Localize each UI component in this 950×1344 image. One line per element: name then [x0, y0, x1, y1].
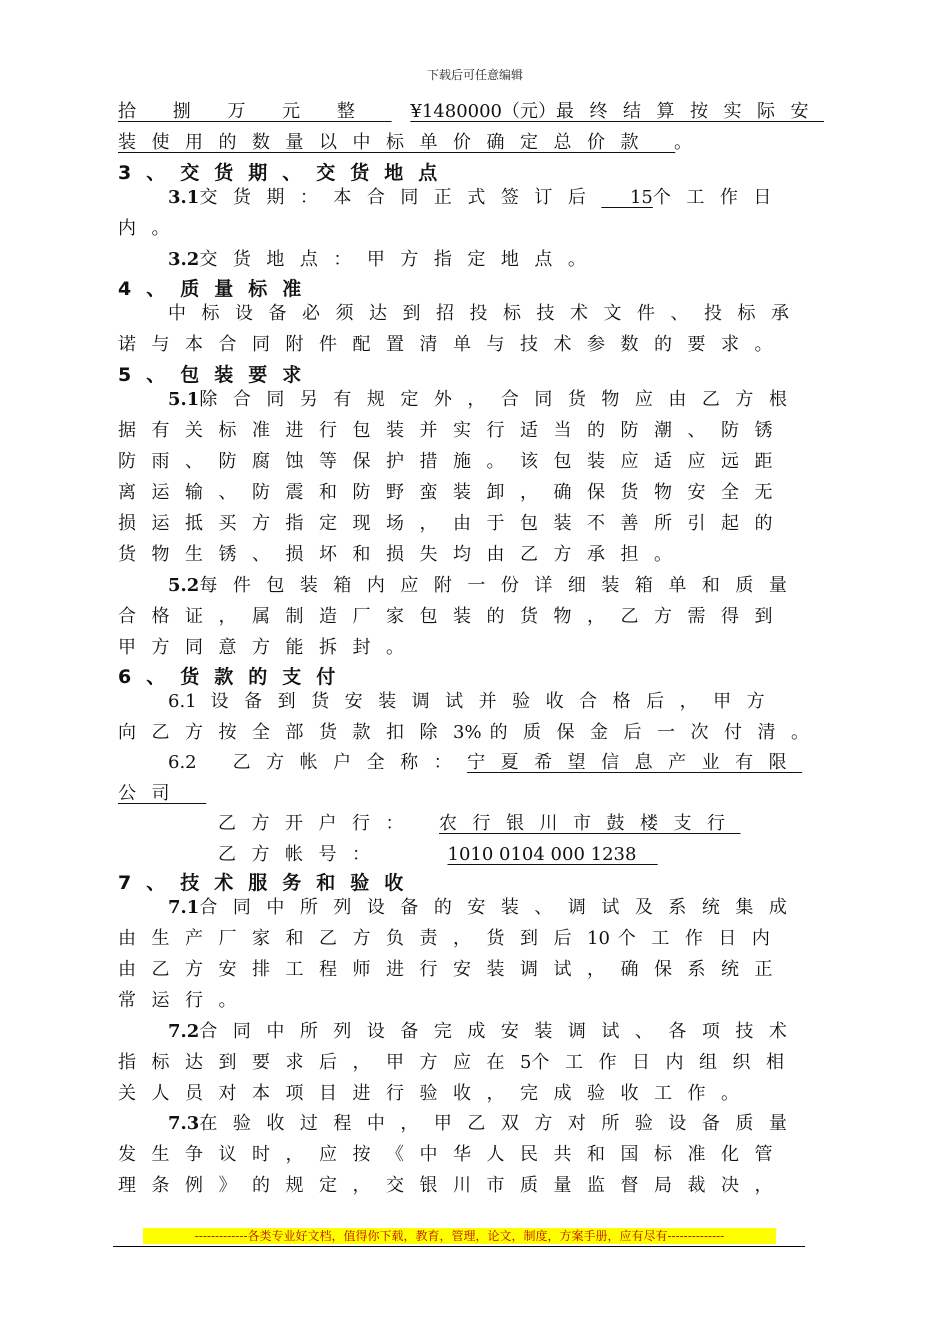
service-p3-line-2: 发生争议时，应按《中华人民共和国标准化管 [118, 1144, 788, 1165]
service-p3-line-3: 理条例》的规定，交银川市质量监督局裁决， [118, 1175, 788, 1196]
footer-banner: -------------各类专业好文档，值得你下载，教育，管理，论文，制度，方案手册，应有尽有-------------- [194, 1229, 725, 1243]
header-note: 下载后可任意编辑 [426, 68, 523, 82]
section-6-heading: 6、货款的支付 [118, 666, 351, 688]
payment-p1-line-2: 向乙方按全部货款扣除3% 的质保金后一次付清。 [118, 722, 825, 743]
delivery-days: 15 [629, 187, 653, 208]
packaging-p2-line-2: 合格证，属制造厂家包装的货物，乙方需得到 [118, 606, 788, 627]
packaging-p1-line-3: 防雨、防腐蚀等保护措施。该包装应适应远距 [118, 451, 788, 472]
service-p1-line-4: 常运行。 [118, 990, 252, 1011]
service-p1-line-1: 7.1合同中所列设备的安装、调试及系统集成 [168, 897, 803, 918]
service-p2-line-3: 关人员对本项目进行验收，完成验收工作。 [118, 1083, 755, 1104]
service-p1-line-2: 由生产厂家和乙方负责，货到后10 个工作日内 [118, 928, 786, 949]
packaging-p2-line-3: 甲方同意方能拆封。 [118, 637, 420, 658]
service-p2-line-2: 指标达到要求后，甲方应在5个工作日内组织相 [118, 1052, 800, 1073]
bank-value: 农行银川市鼓楼支行 [439, 813, 741, 834]
delivery-period-line: 3.1交货期：本合同正式签订后 15个工作日 [168, 187, 787, 208]
quality-line-1: 中标设备必须达到招投标技术文件、投标承 [168, 303, 805, 324]
packaging-p1-line-4: 离运输、防震和防野蛮装卸，确保货物安全无 [118, 482, 788, 503]
packaging-p1-line-1: 5.1除合同另有规定外，合同货物应由乙方根 [168, 389, 803, 410]
service-p1-line-3: 由乙方安排工程师进行安装调试，确保系统正 [118, 959, 788, 980]
packaging-p2-line-1: 5.2每件包装箱内应附一份详细装箱单和质量 [168, 575, 803, 596]
section-4-heading: 4、质量标准 [118, 278, 317, 300]
price-line-2: 装使用的数量以中标单价确定总价款 。 [118, 132, 708, 153]
section-3-heading: 3、交货期、交货地点 [118, 162, 453, 184]
service-p2-line-1: 7.2合同中所列设备完成安装调试、各项技术 [168, 1021, 803, 1042]
section-5-heading: 5、包装要求 [118, 364, 317, 386]
packaging-p1-line-5: 损运抵买方指定现场，由于包装不善所引起的 [118, 513, 788, 534]
service-p3-line-1: 7.3在验收过程中，甲乙双方对所验设备质量 [168, 1113, 803, 1134]
account-number-value: 1010 0104 000 1238 [447, 844, 637, 865]
price-in-figures: ¥1480000（元） [410, 101, 557, 122]
section-7-heading: 7、技术服务和验收 [118, 872, 419, 894]
price-line-tail: 最终结算按实际安 [556, 101, 825, 122]
account-number-line: 乙方帐号： 1010 0104 000 1238 [218, 844, 637, 865]
payment-p1-line-1: 6.1 设备到货安装调试并验收合格后，甲方 [168, 691, 781, 712]
bank-line: 乙方开户行： 农行银川市鼓楼支行 [218, 813, 741, 834]
packaging-p1-line-2: 据有关标准进行包装并实行适当的防潮、防锈 [118, 420, 788, 441]
delivery-period-line-2: 内。 [118, 218, 185, 239]
account-name-cont: 公司 [118, 783, 185, 804]
price-line-1 [118, 100, 824, 124]
account-name-value: 宁夏希望信息产业有限 [467, 752, 803, 773]
footer-divider [113, 1246, 805, 1247]
price-in-words: 拾 捌 万 元 整 [118, 101, 371, 122]
packaging-p1-line-6: 货物生锈、损坏和损失均由乙方承担。 [118, 544, 688, 565]
delivery-place-line: 3.2交货地点：甲方指定地点。 [168, 249, 602, 270]
account-name-line: 6.2 乙方帐户全称：宁夏希望信息产业有限 [168, 752, 803, 773]
quality-line-2: 诺与本合同附件配置清单与技术参数的要求。 [118, 334, 788, 355]
